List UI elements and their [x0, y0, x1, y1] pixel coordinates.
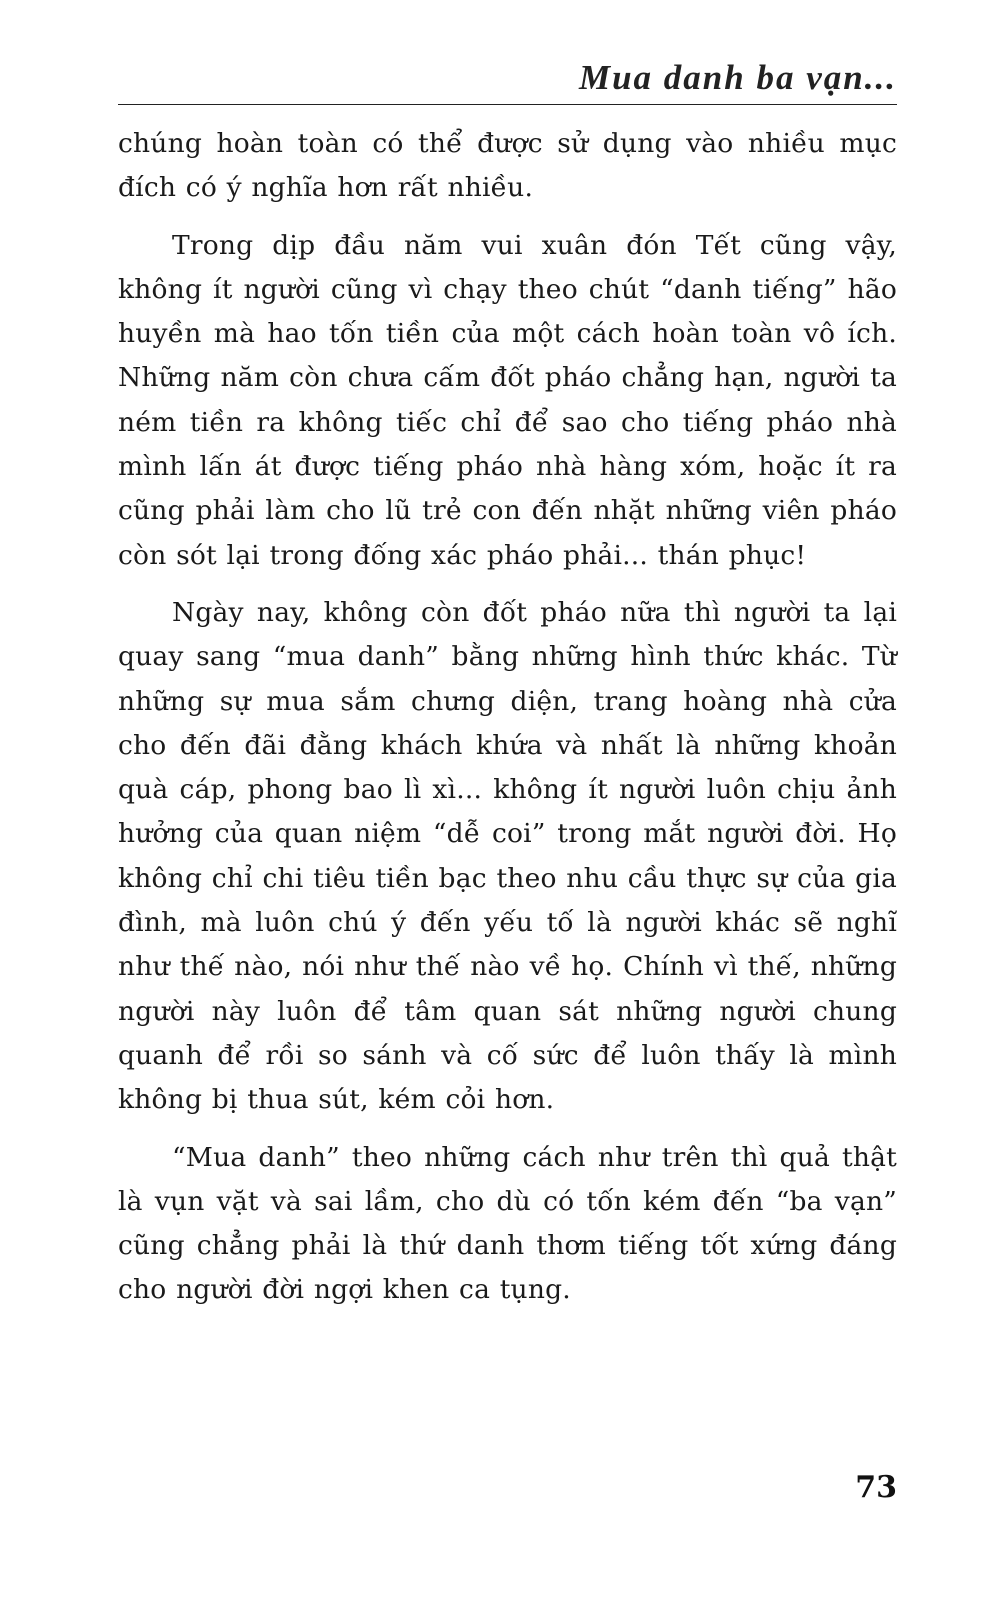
page-number: 73 — [855, 1470, 897, 1505]
running-header — [118, 58, 897, 105]
paragraph-conclusion: “Mua danh” theo những cách như trên thì quả thật là vụn vặt và sai lầm, cho dù có tốn kém đến “ba vạn” cũng chẳng phải là thứ danh thơm tiếng tốt xứng đáng cho người đời ngợi khen ca tụng. — [118, 1141, 897, 1306]
running-header-title: Mua danh ba vạn... — [578, 58, 897, 97]
paragraph-buying-reputation: Ngày nay, không còn đốt pháo nữa thì người ta lại quay sang “mua danh” bằng những hình thức khác. Từ những sự mua sắm chưng diện, trang hoàng nhà cửa cho đến đãi đằng khách khứa và nhất là những khoản quà cáp, phong bao lì xì... không ít người luôn chịu ảnh hưởng của quan niệm “dễ coi” trong mắt người đời. Họ không chỉ chi tiêu tiền bạc theo nhu cầu thực sự của gia đình, mà luôn chú ý đến yếu tố là người khác sẽ nghĩ như thế nào, nói như thế nào về họ. Chính vì thế, những người này luôn để tâm quan sát những người chung quanh để rồi so sánh và cố sức để luôn thấy là mình không bị thua sút, kém cỏi hơn. — [118, 596, 897, 1116]
body-text — [118, 122, 897, 1313]
paragraph-continuation: chúng hoàn toàn có thể được sử dụng vào nhiều mục đích có ý nghĩa hơn rất nhiều. — [118, 128, 897, 204]
paragraph-firecrackers: Trong dịp đầu năm vui xuân đón Tết cũng vậy, không ít người cũng vì chạy theo chút “danh tiếng” hão huyền mà hao tốn tiền của một cách hoàn toàn vô ích. Những năm còn chưa cấm đốt pháo chẳng hạn, người ta ném tiền ra không tiếc chỉ để sao cho tiếng pháo nhà mình lấn át được tiếng pháo nhà hàng xóm, hoặc ít ra cũng phải làm cho lũ trẻ con đến nhặt những viên pháo còn sót lại trong đống xác pháo phải... thán phục! — [118, 229, 897, 571]
